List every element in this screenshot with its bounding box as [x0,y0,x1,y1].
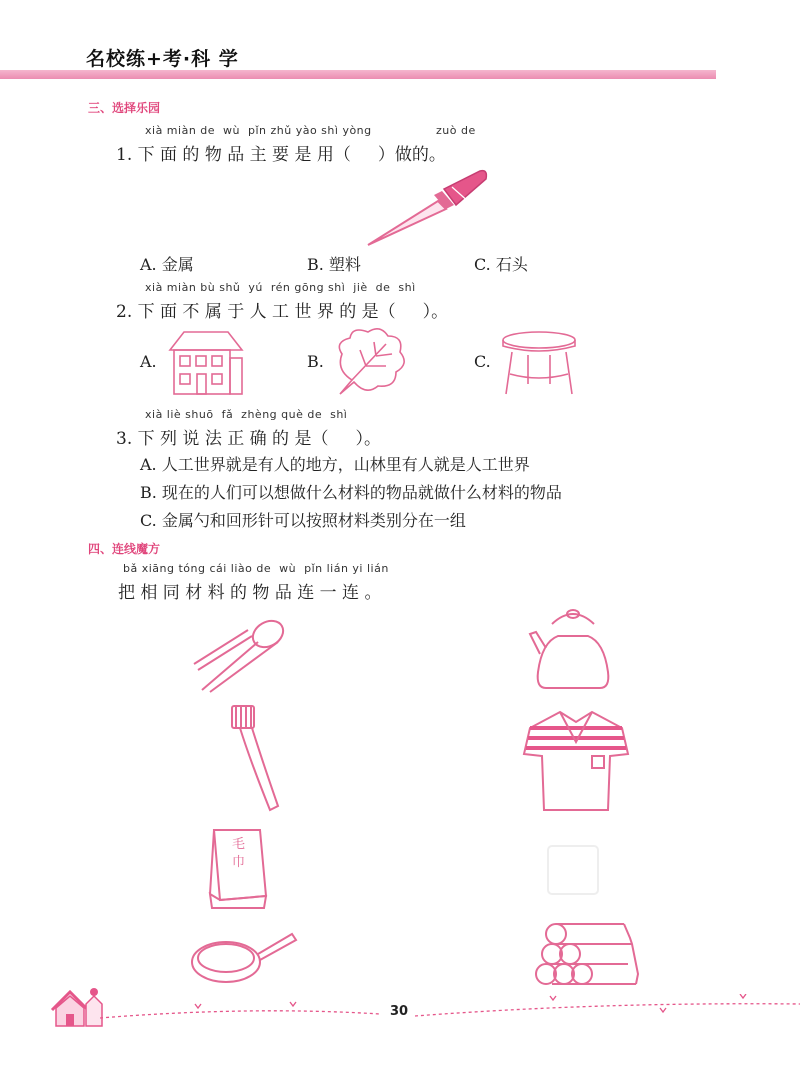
q3-pinyin: xià liè shuō fǎ zhèng què de shì [145,408,348,421]
q1-option-a: A. 金属 [140,255,194,274]
question-2: 2. 下 面 不 属 于 人 工 世 界 的 是（ ）。 [116,302,449,322]
q3-option-c: C. 金属勺和回形针可以按照材料类别分在一组 [140,511,466,530]
q2-option-a: A. [140,352,157,371]
book-title: 名校练+考·科 学 [86,48,239,70]
section-title-choice: 三、选择乐园 [88,101,161,115]
house-icon [166,328,246,398]
towel-label-char-1: 毛 [232,837,246,852]
q1-pinyin: xià miàn de wù pǐn zhǔ yào shì yòng [145,124,372,137]
question-3: 3. 下 列 说 法 正 确 的 是（ ）。 [116,429,381,449]
towel-label [232,836,245,872]
chopsticks-spoon-icon[interactable] [188,612,298,694]
frying-pan-icon[interactable] [188,926,298,992]
header-bar [0,70,716,79]
footer-dashed-line [100,994,800,1024]
q2-option-b: B. [307,352,324,371]
kettle-icon[interactable] [528,602,618,694]
tshirt-icon[interactable] [522,706,630,814]
q3-option-b: B. 现在的人们可以想做什么材料的物品就做什么材料的物品 [140,483,562,502]
towel-label-char-2: 巾 [232,855,246,870]
q3-option-a: A. 人工世界就是有人的地方，山林里有人就是人工世界 [140,455,530,474]
page-number: 30 [390,1004,409,1019]
q1-option-c: C. 石头 [474,255,528,274]
toothbrush-icon[interactable] [226,700,290,816]
section-title-matching: 四、连线魔方 [88,542,161,556]
leaf-icon [330,324,410,396]
matching-pinyin: bǎ xiāng tóng cái liào de wù pǐn lián yi lián [123,562,389,575]
stool-icon [498,328,580,398]
faded-object-icon[interactable] [538,836,608,902]
knife-icon [360,165,495,250]
logs-icon[interactable] [534,914,640,996]
q2-pinyin: xià miàn bù shǔ yú rén gōng shì jiè de shì [145,281,416,294]
q1-option-b: B. 塑料 [307,255,361,274]
question-1: 1. 下 面 的 物 品 主 要 是 用（ ）做的。 [116,145,446,165]
q2-option-c: C. [474,352,491,371]
matching-instruction: 把 相 同 材 料 的 物 品 连 一 连 。 [118,583,382,603]
q1-pinyin-tail: zuò de [436,124,476,137]
